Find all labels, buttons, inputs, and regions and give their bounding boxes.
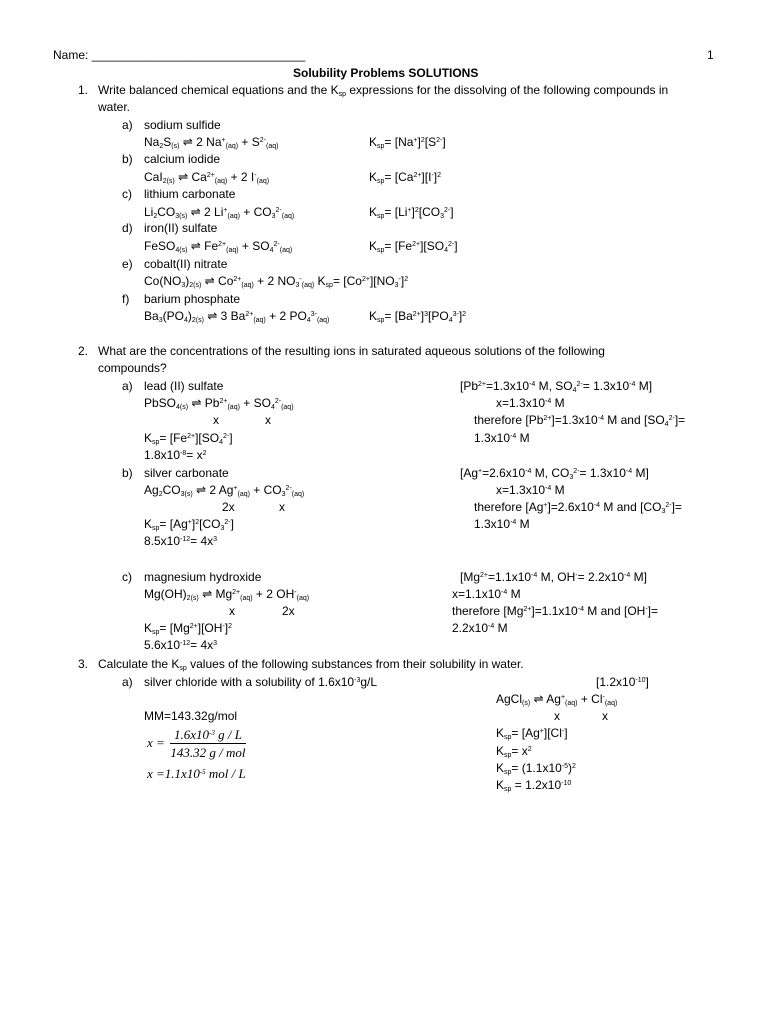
q1-prompt: Write balanced chemical equations and the $K_{sp}$ expressions for the dissolving of the following compounds in — [98, 83, 669, 98]
q2c-x2: 2x — [282, 604, 295, 618]
q2a-ksp-value: $1.8x10^{-8}= x^2$ — [144, 448, 207, 462]
q1a-equation: $Na_2S_{(s)}$ ⇌ 2 $Na^+_{(aq)} + S^{2-}_{(aq)}$ — [144, 135, 279, 150]
q2a-therefore: therefore $[Pb^{2+}]=1.3x10^{-4}$ M and $[SO_4^{2-}]=$ — [474, 413, 686, 428]
q1a-name: sodium sulfide — [144, 118, 221, 132]
q1b-ksp: $K_{sp}= [Ca^{2+}][I^-]^2$ — [369, 170, 442, 185]
q3a-fraction — [170, 728, 246, 760]
q3a-question: silver chloride with a solubility of $1.6x10^{-3}g/L$ — [144, 675, 378, 689]
q2c-equation: $Mg(OH)_{2(s)}$ ⇌ $Mg^{2+}_{(aq)} + 2$ $OH^-_{(aq)}$ — [144, 587, 310, 602]
q2a-name: lead (II) sulfate — [144, 379, 224, 393]
q3-prompt: Calculate the $K_{sp}$ values of the following substances from their solubility in water. — [98, 657, 524, 672]
q2c-x1: x — [229, 604, 235, 618]
q3a-result: $x =1.1x10^{-5}$ mol / L — [147, 766, 246, 781]
q3a-fraction-denominator: 143.32 g / mol — [170, 745, 246, 760]
q2a-therefore-cont: $1.3x10^{-4}$ M — [474, 431, 530, 445]
q2b-x-value: $x=1.3x10^{-4}$ M — [496, 483, 565, 497]
q2b-therefore: therefore $[Ag^+]=2.6x10^{-4}$ M and $[CO_3^{2-}]=$ — [474, 500, 682, 515]
q1e-equation: $Co(NO_3)_{2(s)}$ ⇌ $Co^{2+}_{(aq)} + 2$ $NO_3^-_{(aq)}$ $K_{sp}= [Co^{2+}][NO_3^-]^2$ — [144, 274, 409, 289]
q1c-ksp: $K_{sp}= [Li^+]^2[CO_3^{2-}]$ — [369, 205, 454, 220]
q1d-equation: FeSO$_{4(s)}$ ⇌ $Fe^{2+}_{(aq)} + SO_4^{2-}_{(aq)}$ — [144, 239, 293, 254]
q3-number: 3. — [78, 657, 89, 671]
q1f-ksp: $K_{sp}= [Ba^{2+}]^3[PO_4^{3-}]^2$ — [369, 309, 467, 324]
q2-prompt-cont: compounds? — [98, 361, 167, 375]
q1d-letter: d) — [122, 221, 133, 235]
q3a-equation: AgCl$_{(s)}$ ⇌ $Ag^+_{(aq)} + Cl^-_{(aq)}$ — [496, 692, 618, 707]
q2c-name: magnesium hydroxide — [144, 570, 262, 584]
q3a-molar-mass: MM=143.32g/mol — [144, 709, 238, 723]
q2c-x-value: $x=1.1x10^{-4}$ M — [452, 587, 521, 601]
q1b-name: calcium iodide — [144, 152, 221, 166]
q1f-name: barium phosphate — [144, 292, 241, 306]
q3a-ksp-sq: $K_{sp}= x^2$ — [496, 744, 532, 759]
q1-prompt-cont: water. — [98, 100, 131, 114]
q2a-x2: x — [265, 413, 271, 427]
q1b-equation: CaI$_{2(s)}$ ⇌ $Ca^{2+}_{(aq)} + 2$ $I^-_{(aq)}$ — [144, 170, 270, 185]
q1e-letter: e) — [122, 257, 133, 271]
q2b-answer: [$Ag^+=2.6x10^{-4}$ M, $CO_3^{2-}= 1.3x10^{-4}$ M] — [460, 466, 649, 481]
q3a-frac-x: x = — [147, 735, 165, 750]
q2b-letter: b) — [122, 466, 133, 480]
page-number: 1 — [707, 48, 714, 62]
q1e-name: cobalt(II) nitrate — [144, 257, 228, 271]
q1f-equation: $Ba_3(PO_4)_{2(s)}$ ⇌ 3 $Ba^{2+}_{(aq)} + 2$ $PO_4^{3-}_{(aq)}$ — [144, 309, 330, 324]
q2c-therefore: therefore $[Mg^{2+}]=1.1x10^{-4}$ M and [OH-]= — [452, 604, 659, 618]
q2c-answer: [$Mg^{2+}=1.1x10^{-4}$ M, $OH^-= 2.2x10^{-4}$ M] — [460, 570, 647, 584]
name-blank: ________________________________ — [91, 48, 306, 62]
q2b-equation: $Ag_2CO_{3(s)}$ ⇌ 2 $Ag^+_{(aq)} + CO_3^{2-}_{(aq)}$ — [144, 483, 305, 498]
q2a-letter: a) — [122, 379, 133, 393]
q2-number: 2. — [78, 344, 89, 358]
q3a-answer: $[1.2x10^{-10}]$ — [596, 675, 649, 689]
q1c-letter: c) — [122, 187, 132, 201]
name-line — [53, 48, 305, 62]
q2b-therefore-cont: $1.3x10^{-4}$ M — [474, 517, 530, 531]
q1a-letter: a) — [122, 118, 133, 132]
q2b-ksp-value: $8.5x10^{-12}= 4x^3$ — [144, 534, 218, 548]
q2b-ksp: $K_{sp}= [Ag^+]^2[CO_3^{2-}]$ — [144, 517, 234, 532]
q2b-x1: 2x — [222, 500, 235, 514]
q3a-fraction-numerator: $1.6x10^{-3}$ g / L — [170, 728, 246, 744]
q1a-ksp: $K_{sp}= [Na^+]^2[S^{2-}]$ — [369, 135, 446, 150]
q1f-letter: f) — [122, 292, 130, 306]
q3a-x2: x — [602, 709, 608, 723]
q1-number: 1. — [78, 83, 89, 97]
q2b-x2: x — [279, 500, 285, 514]
q2-prompt: What are the concentrations of the resulting ions in saturated aqueous solutions of the following — [98, 344, 605, 358]
q2c-therefore-cont: $2.2x10^{-4}$ M — [452, 621, 508, 635]
q2a-equation: PbSO$_{4(s)}$ ⇌ $Pb^{2+}_{(aq)} + SO_4^{2-}_{(aq)}$ — [144, 396, 294, 411]
q2a-x1: x — [213, 413, 219, 427]
q3a-ksp-final: $K_{sp} = 1.2x10^{-10}$ — [496, 778, 572, 793]
q1b-letter: b) — [122, 152, 133, 166]
q3a-x1: x — [554, 709, 560, 723]
q2a-x-value: $x=1.3x10^{-4}$ M — [496, 396, 565, 410]
q3a-ksp-expr: $K_{sp}= [Ag^+][Cl^-]$ — [496, 726, 568, 741]
q2a-ksp: $K_{sp}= [Fe^{2+}][SO_4^{2-}]$ — [144, 431, 233, 446]
q2b-name: silver carbonate — [144, 466, 229, 480]
q2a-answer: [$Pb^{2+}=1.3x10^{-4}$ M, $SO_4^{2-}= 1.3x10^{-4}$ M] — [460, 379, 653, 394]
q1c-equation: $Li_2CO_{3(s)}$ ⇌ 2 $Li^+_{(aq)} + CO_3^{2-}_{(aq)}$ — [144, 205, 295, 220]
q3a-letter: a) — [122, 675, 133, 689]
page-title: Solubility Problems SOLUTIONS — [293, 66, 479, 80]
q1d-name: iron(II) sulfate — [144, 221, 218, 235]
q2c-ksp-value: $5.6x10^{-12}= 4x^3$ — [144, 638, 218, 652]
name-label: Name: — [53, 48, 89, 62]
q2c-letter: c) — [122, 570, 132, 584]
q1d-ksp: $K_{sp}= [Fe^{2+}][SO_4^{2-}]$ — [369, 239, 458, 254]
q2c-ksp: $K_{sp}= [Mg^{2+}][OH^-]^2$ — [144, 621, 233, 636]
q1c-name: lithium carbonate — [144, 187, 236, 201]
q3a-ksp-step: $K_{sp}= (1.1x10^{-5})^2$ — [496, 761, 576, 776]
